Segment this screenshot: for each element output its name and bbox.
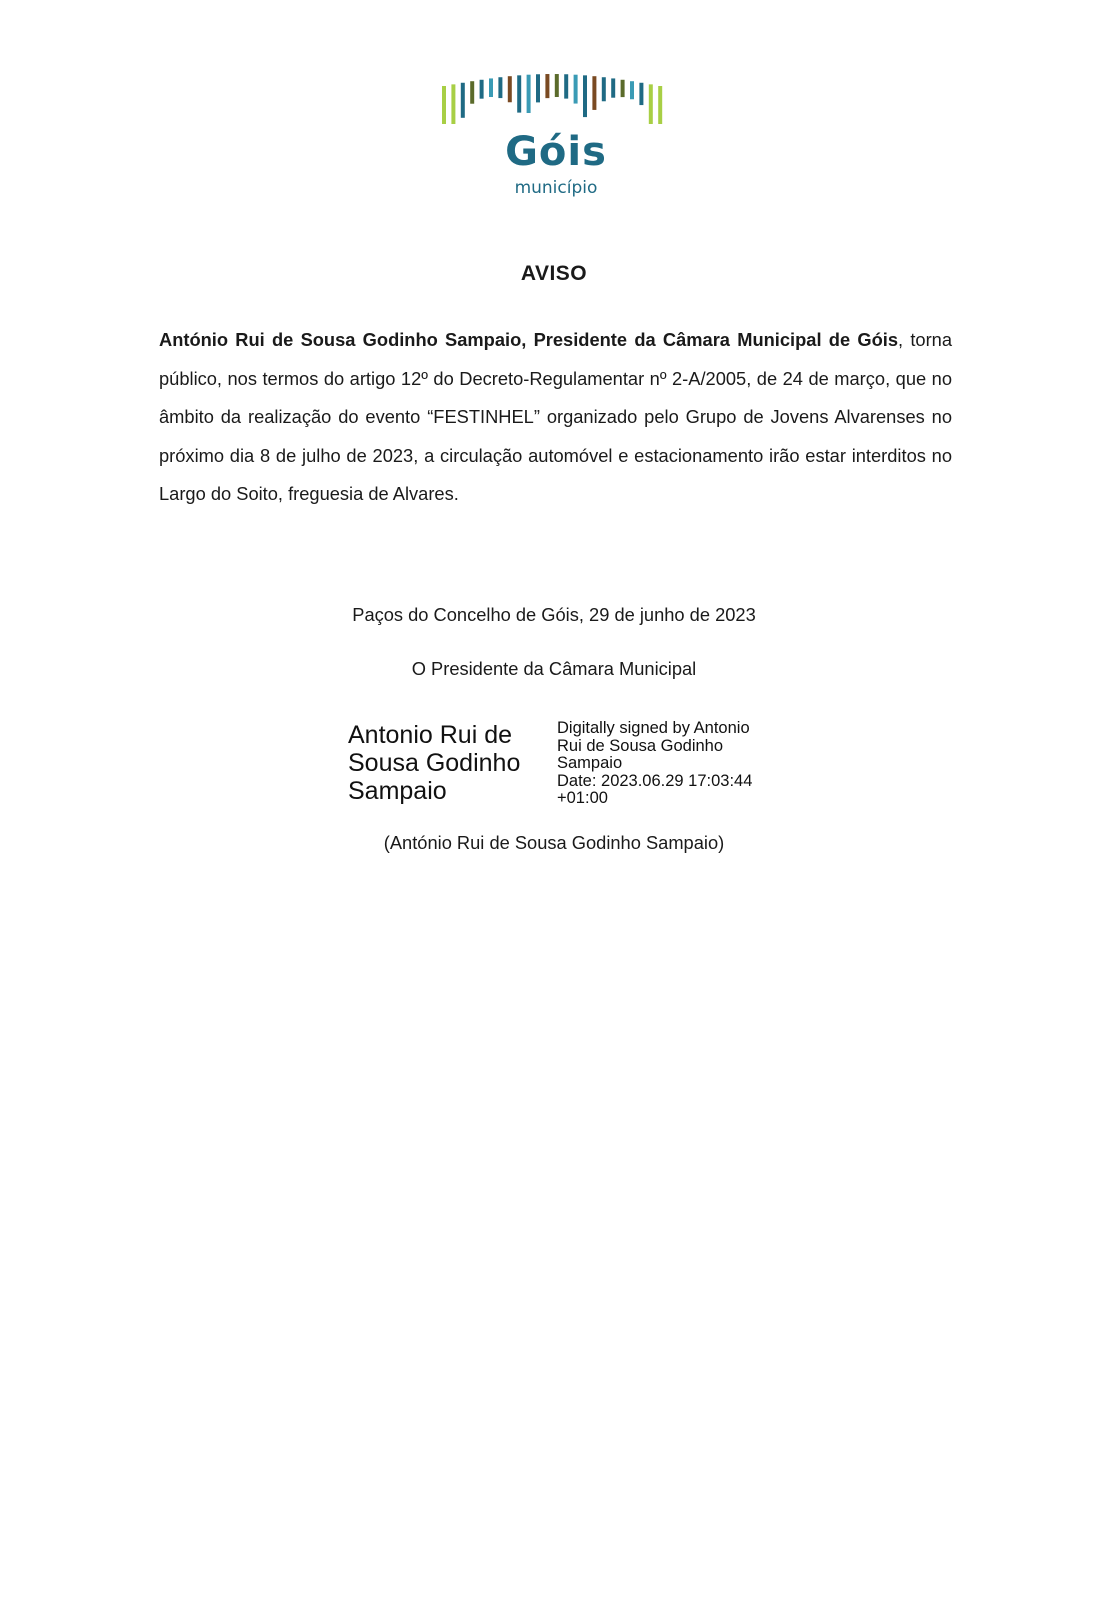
logo-bar [592, 76, 596, 110]
notice-body [159, 321, 952, 514]
logo-name: Góis [505, 129, 607, 175]
logo-bar [611, 78, 615, 97]
logo-bar [442, 86, 446, 124]
signature-detail-line: +01:00 [557, 789, 608, 807]
signature-detail-line: Rui de Sousa Godinho [557, 736, 724, 755]
signature-detail-line: Sampaio [557, 754, 623, 772]
signature-name-line: Antonio Rui de [348, 721, 513, 749]
logo-bar [564, 74, 568, 98]
logo-bar [508, 76, 512, 102]
digital-signature-details [557, 720, 777, 808]
logo-bar [451, 84, 455, 124]
logo-bar [574, 75, 578, 104]
logo-bar [536, 74, 540, 102]
signature-detail-line: Digitally signed by Antonio [557, 719, 750, 737]
logo-bar [630, 81, 634, 99]
logo-bar [489, 78, 493, 97]
signature-detail-line: Date: 2023.06.29 17:03:44 [557, 771, 753, 790]
logo-bar [639, 83, 643, 105]
signature-name-line: Sousa Godinho [348, 749, 521, 777]
logo-bar [658, 86, 662, 124]
logo-bar [545, 74, 549, 98]
notice-body-rest: , torna público, nos termos do artigo 12º do Decreto-Regulamentar nº 2-A/2005, de 24 de março, que no âmbito da realização do evento “FESTINHEL” organizado pelo Grupo de Jovens Alvarenses no próximo dia 8 de julho de 2023, a circulação automóvel e estacionamento irão estar interditos no Largo do Soito, freguesia de Alvares. [159, 329, 952, 504]
bridge-arches-icon [440, 72, 672, 128]
notice-body-bold: António Rui de Sousa Godinho Sampaio, Presidente da Câmara Municipal de Góis [159, 329, 898, 350]
logo-bar [527, 75, 531, 113]
logo-bar [621, 80, 625, 97]
place-and-date: Paços do Concelho de Góis, 29 de junho de 2023 [352, 604, 756, 625]
logo-bar [649, 84, 653, 124]
logo-bar [583, 75, 587, 117]
gois-municipality-logo [440, 72, 672, 202]
logo-bar [461, 83, 465, 118]
signature-name-line: Sampaio [348, 777, 447, 805]
signer-printed-name: (António Rui de Sousa Godinho Sampaio) [383, 832, 725, 853]
logo-bar [480, 80, 484, 99]
logo-bar [517, 75, 521, 112]
logo-bar [498, 77, 502, 98]
digital-signature-name [348, 721, 548, 805]
signer-role: O Presidente da Câmara Municipal [411, 658, 697, 679]
logo-subtitle: município [514, 178, 598, 198]
logo-bar [602, 77, 606, 101]
logo-bar [470, 81, 474, 103]
notice-title: AVISO [520, 262, 588, 285]
logo-bar [555, 74, 559, 97]
